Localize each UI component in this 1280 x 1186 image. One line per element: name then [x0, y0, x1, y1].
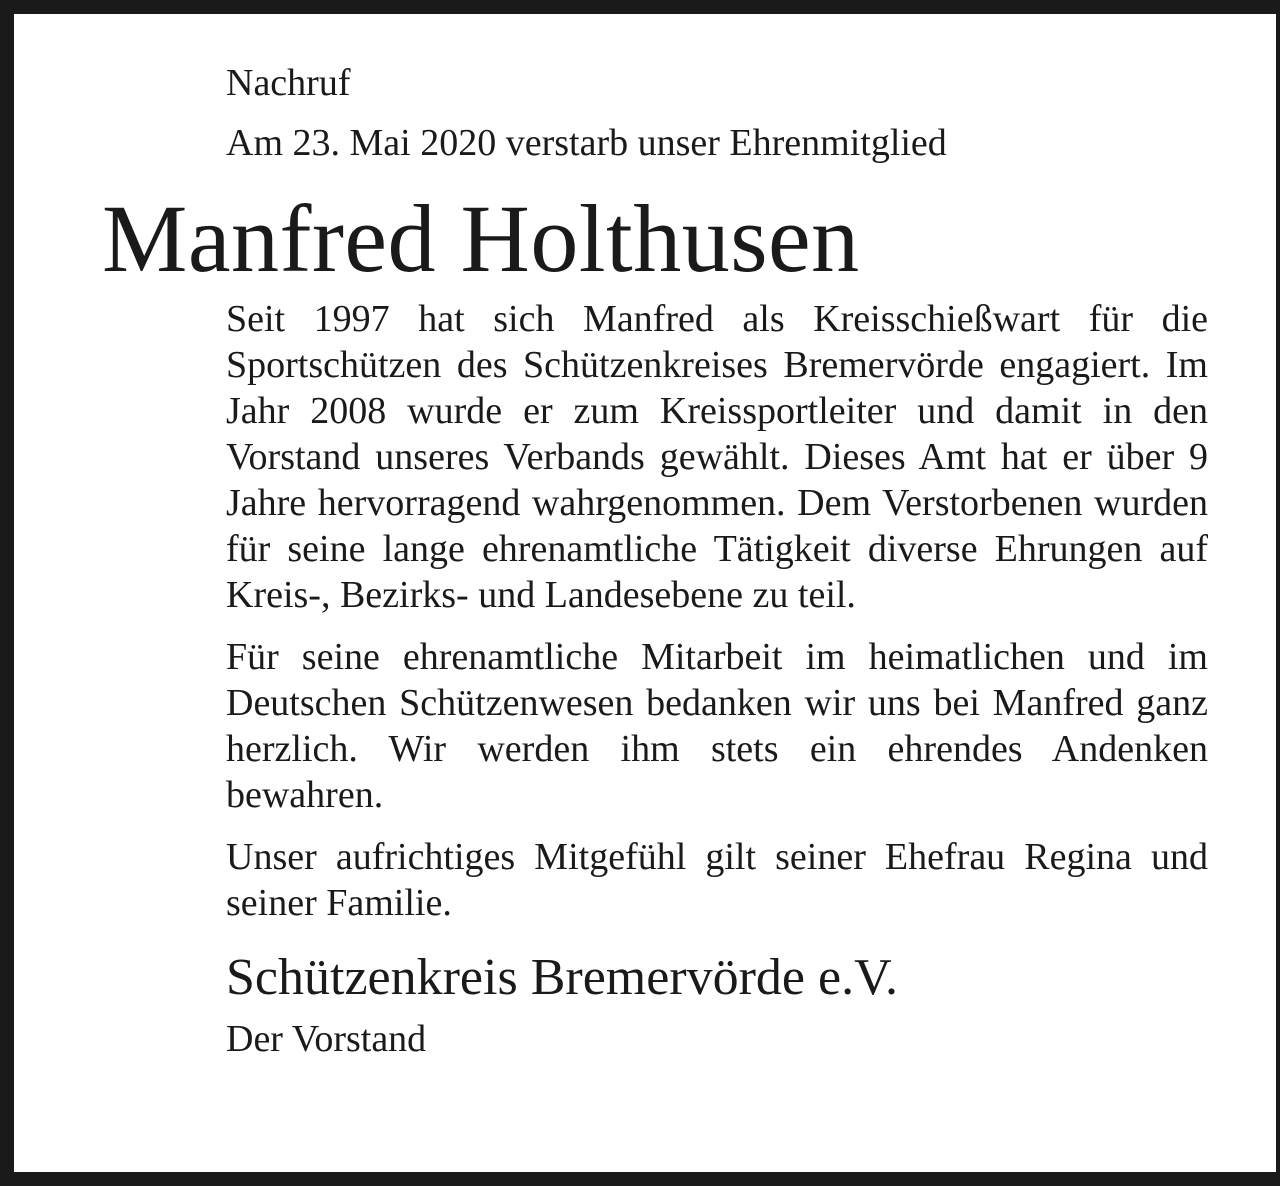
notice-heading: Nachruf — [226, 62, 351, 104]
paragraph-biography: Seit 1997 hat sich Manfred als Kreisschießwart für die Sportschützen des Schützenkreises Bremervörde engagiert. Im Jahr 2008 wurde er zum Kreissportleiter und damit in den Vorstand unseres Verbands gewählt. Dieses Amt hat er über 9 Jahre hervorragend wahrgenommen. Dem Verstorbenen wurden für seine lange ehrenamtliche Tätigkeit diverse Ehrungen auf Kreis-, Bezirks- und Landesebene zu teil. — [226, 298, 1208, 616]
deceased-name: Manfred Holthusen — [102, 185, 860, 292]
notice-body — [226, 296, 1208, 1062]
paragraph-thanks: Für seine ehrenamtliche Mitarbeit im heimatlichen und im Deutschen Schützenwesen bedanken wir uns bei Manfred ganz herzlich. Wir werden ihm stets ein ehrendes Andenken bewahren. — [226, 636, 1208, 816]
notice-header — [226, 60, 1208, 166]
paragraph-condolences: Unser aufrichtiges Mitgefühl gilt seiner Ehefrau Regina und seiner Familie. — [226, 836, 1208, 924]
signatory: Der Vorstand — [226, 1018, 427, 1060]
notice-intro: Am 23. Mai 2020 verstarb unser Ehrenmitglied — [226, 122, 947, 164]
organization-name: Schützenkreis Bremervörde e.V. — [226, 949, 898, 1006]
